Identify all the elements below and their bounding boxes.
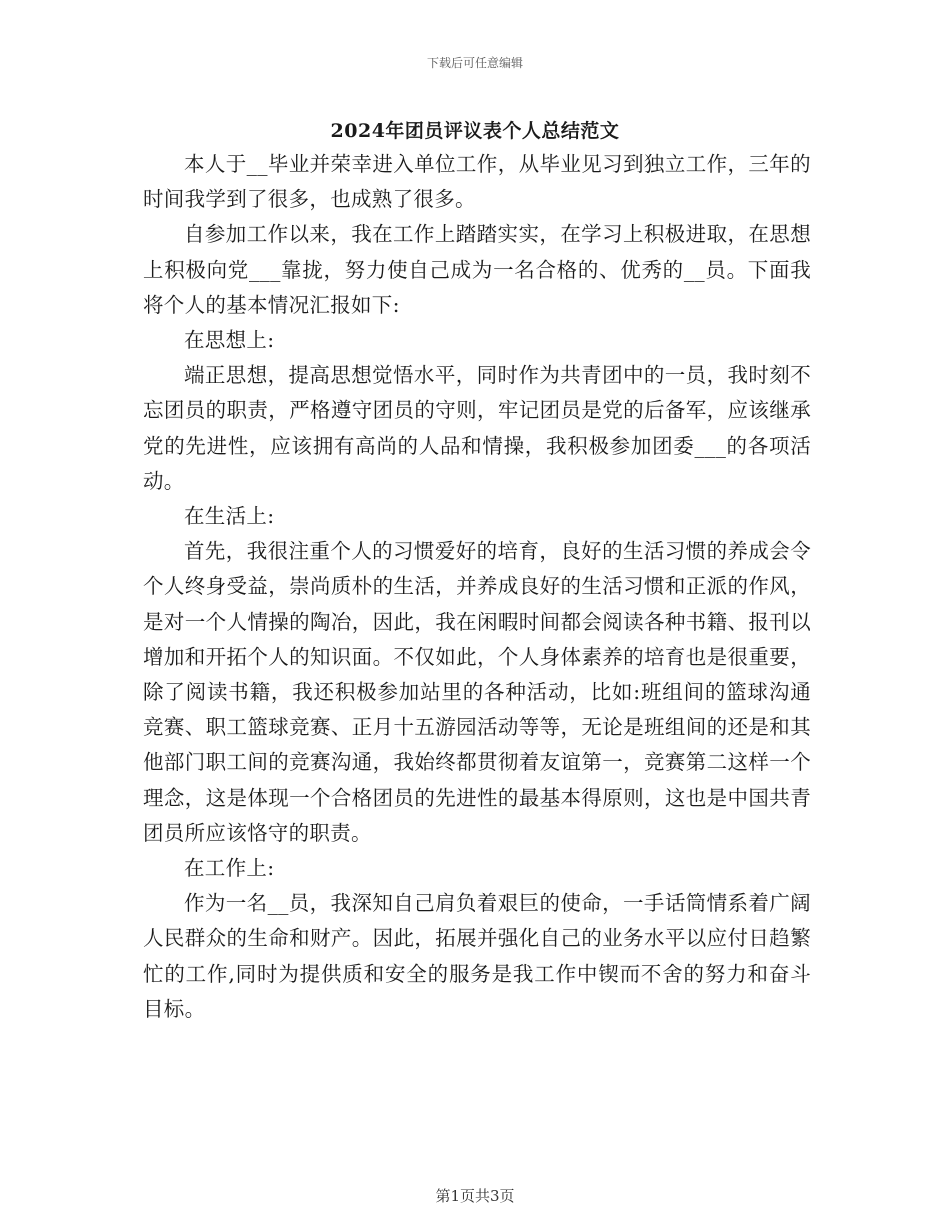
paragraph-life: 首先，我很注重个人的习惯爱好的培育，良好的生活习惯的养成会令个人终身受益，崇尚质朴的生活，并养成良好的生活习惯和正派的作风，是对一个人情操的陶冶，因此，我在闲暇时间都会阅读各种书籍、报刊以增加和开拓个人的知识面。不仅如此，个人身体素养的培育也是很重要，除了阅读书籍，我还积极参加站里的各种活动，比如:班组间的篮球沟通竞赛、职工篮球竞赛、正月十五游园活动等等，无论是班组间的还是和其他部门职工间的竞赛沟通，我始终都贯彻着友谊第一，竞赛第二这样一个理念，这是体现一个合格团员的先进性的最基本得原则，这也是中国共青团员所应该恪守的职责。 (143, 539, 811, 845)
section-heading-thought: 在思想上: (184, 328, 275, 353)
document-title: 2024年团员评议表个人总结范文 (330, 120, 620, 142)
page-number-footer: 第1页共3页 (435, 1187, 515, 1205)
paragraph-intro: 本人于__毕业并荣幸进入单位工作，从毕业见习到独立工作，三年的时间我学到了很多，也成熟了很多。 (143, 152, 811, 212)
paragraph-overview: 自参加工作以来，我在工作上踏踏实实，在学习上积极进取，在思想上积极向党___靠拢，努力使自己成为一名合格的、优秀的__员。下面我将个人的基本情况汇报如下: (143, 222, 811, 317)
document-body (143, 147, 811, 1027)
header-note: 下载后可任意编辑 (426, 56, 523, 70)
paragraph-work: 作为一名__员，我深知自己肩负着艰巨的使命，一手话筒情系着广阔人民群众的生命和财产。因此，拓展并强化自己的业务水平以应付日趋繁忙的工作,同时为提供质和安全的服务是我工作中锲而不舍的努力和奋斗目标。 (143, 891, 811, 1021)
section-heading-work: 在工作上: (184, 856, 275, 881)
paragraph-thought: 端正思想，提高思想觉悟水平，同时作为共青团中的一员，我时刻不忘团员的职责，严格遵守团员的守则，牢记团员是党的后备军，应该继承党的先进性，应该拥有高尚的人品和情操，我积极参加团委___的各项活动。 (143, 363, 811, 493)
section-heading-life: 在生活上: (184, 504, 275, 529)
